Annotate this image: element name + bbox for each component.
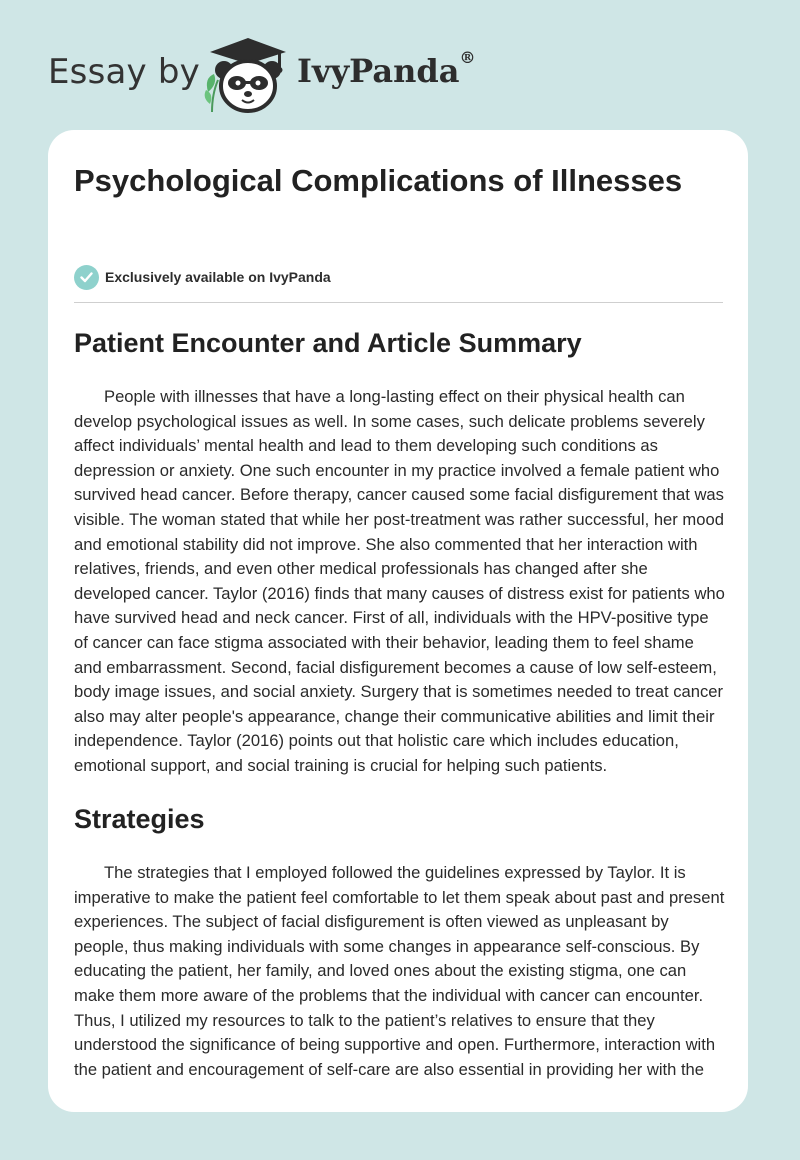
section-body-strategies: The strategies that I employed followed the guidelines expressed by Taylor. It is imperative to make the patient feel comfortable to let them speak about past and present experiences. The subject of facial disfigurement is often viewed as unpleasant by people, thus making individuals with some changes in appearance self-conscious. By educating the patient, her family, and loved ones about the existing stigma, one can make them more aware of the problems that the individual with cancer can encounter. Thus, I utilized my resources to talk to the patient’s relatives to ensure that they understood the significance of being supportive and open. Furthermore, interaction with the patient and encouragement of self-care are also essential in providing her with the bbox=[74, 863, 725, 1079]
panda-graduate-logo-icon[interactable] bbox=[200, 34, 296, 114]
brand-prefix: Essay by bbox=[48, 52, 200, 92]
section-body-summary: People with illnesses that have a long-lasting effect on their physical health can develop psychological issues as well. In some cases, such delicate problems severely affect individuals’ mental health and lead to them developing such conditions as depression or anxiety. One such encounter in my practice involved a female patient who survived head cancer. Before therapy, cancer caused some facial disfigurement that was visible. The woman stated that while her post-treatment was rather successful, her mood and emotional stability did not improve. She also commented that her interaction with relatives, friends, and even other medical professionals has changed after she developed cancer. Taylor (2016) finds that many causes of distress exist for patients who have survived head and neck cancer. First of all, individuals with the HPV-positive type of cancer can face stigma associated with their behavior, leading them to feel shame and embarrassment. Second, facial disfigurement becomes a cause of low self-esteem, body image issues, and social anxiety. Surgery that is sometimes needed to treat cancer also may alter people's appearance, change their communicative abilities and limit their independence. Taylor (2016) points out that holistic care which includes education, emotional support, and social training is crucial for helping such patients. bbox=[74, 387, 725, 775]
site-header bbox=[0, 0, 800, 130]
brand-name[interactable]: IvyPanda® bbox=[297, 48, 476, 90]
section-heading-strategies: Strategies bbox=[74, 804, 205, 834]
check-icon bbox=[74, 265, 99, 290]
page-title: Psychological Complications of Illnesses bbox=[74, 163, 683, 198]
essay-card bbox=[48, 130, 748, 1112]
exclusive-badge bbox=[74, 264, 331, 290]
divider bbox=[74, 302, 723, 303]
badge-text: Exclusively available on IvyPanda bbox=[105, 269, 331, 285]
section-heading-summary: Patient Encounter and Article Summary bbox=[74, 328, 582, 358]
